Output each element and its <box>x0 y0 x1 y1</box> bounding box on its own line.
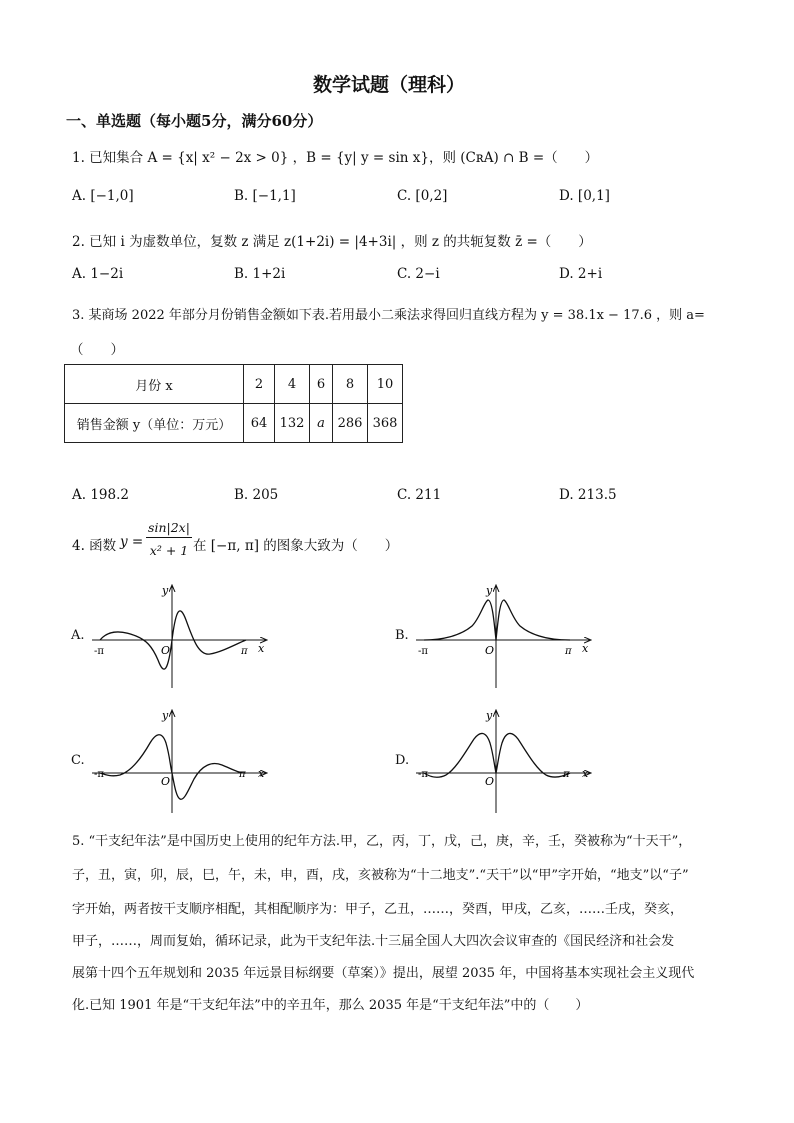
question-2-option-c: C. 2−i <box>397 266 440 282</box>
question-3-option-d: D. 213.5 <box>559 487 617 503</box>
table-header-cell: 销售金额 y（单位：万元） <box>65 404 244 443</box>
table-cell: 64 <box>244 404 275 443</box>
question-1-option-a: A. [−1,0] <box>72 188 134 204</box>
table-row <box>65 404 403 443</box>
question-2-option-b: B. 1+2i <box>234 266 286 282</box>
graph-d-label: D. <box>395 753 410 768</box>
graph-b-label: B. <box>395 628 409 643</box>
question-4-suffix: 在 [−π, π] 的图象大致为（ ） <box>193 538 399 554</box>
y-axis-label: y <box>486 709 493 722</box>
y-axis-label: y <box>162 709 169 722</box>
neg-pi-label: -π <box>418 769 428 780</box>
table-row <box>65 365 403 404</box>
neg-pi-label: -π <box>418 646 428 657</box>
question-5-line-2: 子，丑，寅，卯，辰，巳，午，未，申，酉，戌，亥被称为“十二地支”.“天干”以“甲”字开始，“地支”以“子” <box>72 868 689 883</box>
x-axis-label: x <box>582 642 589 655</box>
question-3-option-c: C. 211 <box>397 487 442 503</box>
y-axis-label: y <box>162 584 169 597</box>
question-3-stem: 3. 某商场 2022 年部分月份销售金额如下表.若用最小二乘法求得回归直线方程为 y = 38.1x − 17.6 ，则 a= <box>72 308 705 323</box>
pi-label: π <box>563 769 570 780</box>
table-cell: 368 <box>368 404 403 443</box>
table-cell: 6 <box>310 365 333 404</box>
neg-pi-label: -π <box>94 769 104 780</box>
x-axis-label: x <box>258 642 265 655</box>
question-5-line-1: 5. “干支纪年法”是中国历史上使用的纪年方法.甲，乙，丙，丁，戊，己，庚，辛，壬，癸被称为“十天干”， <box>72 834 692 849</box>
question-2-option-a: A. 1−2i <box>72 266 124 282</box>
question-5-line-4: 甲子，……，周而复始，循环记录，此为干支纪年法.十三届全国人大四次会议审查的《国民经济和社会发 <box>72 934 675 949</box>
pi-label: π <box>239 769 246 780</box>
question-1-option-c: C. [0,2] <box>397 188 448 204</box>
fraction-denominator: x² + 1 <box>149 543 189 558</box>
page-title: 数学试题（理科） <box>313 74 466 96</box>
question-2-option-d: D. 2+i <box>559 266 603 282</box>
pi-label: π <box>241 646 248 657</box>
origin-label: O <box>161 775 171 788</box>
graph-b <box>412 580 597 690</box>
neg-pi-label: -π <box>94 646 104 657</box>
graph-c <box>88 705 273 815</box>
curve <box>424 733 570 777</box>
sales-table <box>64 364 403 443</box>
pi-label: π <box>565 646 572 657</box>
table-header-cell: 月份 x <box>65 365 244 404</box>
question-3-option-b: B. 205 <box>234 487 279 503</box>
section-heading: 一、单选题（每小题5分，满分60分） <box>66 112 323 130</box>
origin-label: O <box>161 644 171 657</box>
question-1-option-d: D. [0,1] <box>559 188 610 204</box>
question-1-option-b: B. [−1,1] <box>234 188 296 204</box>
question-1-stem: 1. 已知集合 A = {x| x² − 2x > 0} ，B = {y| y = sin x}，则 (CʀA) ∩ B =（ ） <box>72 150 599 166</box>
fraction-numerator: sin|2x| <box>146 520 192 538</box>
origin-label: O <box>485 644 495 657</box>
x-axis-label: x <box>258 767 265 780</box>
y-axis-label: y <box>486 584 493 597</box>
graph-a <box>88 580 273 690</box>
table-cell: 286 <box>333 404 368 443</box>
graph-c-label: C. <box>71 753 85 768</box>
function-lhs: y = <box>120 534 144 550</box>
graph-d <box>412 705 597 815</box>
table-cell: 2 <box>244 365 275 404</box>
table-cell: a <box>310 404 333 443</box>
graph-a-label: A. <box>71 628 85 643</box>
table-cell: 132 <box>275 404 310 443</box>
table-cell: 8 <box>333 365 368 404</box>
table-cell: 10 <box>368 365 403 404</box>
origin-label: O <box>485 775 495 788</box>
x-axis-label: x <box>582 767 589 780</box>
question-2-stem: 2. 已知 i 为虚数单位，复数 z 满足 z(1+2i) = |4+3i| ，则 z 的共轭复数 z̄ =（ ） <box>72 234 592 250</box>
question-4-prefix: 4. 函数 <box>72 538 117 554</box>
table-cell: 4 <box>275 365 310 404</box>
question-3-stem-continued: （ ） <box>70 342 124 358</box>
question-5-line-5: 展第十四个五年规划和 2035 年远景目标纲要（草案）》提出，展望 2035 年，中国将基本实现社会主义现代 <box>72 966 695 981</box>
curve <box>100 735 246 800</box>
question-5-line-6: 化.已知 1901 年是“干支纪年法”中的辛丑年，那么 2035 年是“干支纪年法”中的（ ） <box>72 998 589 1013</box>
curve <box>424 600 570 640</box>
question-5-line-3: 字开始，两者按干支顺序相配，其相配顺序为：甲子，乙丑，……，癸酉，甲戌，乙亥，……壬戌，癸亥， <box>72 902 684 917</box>
question-3-option-a: A. 198.2 <box>72 487 129 503</box>
